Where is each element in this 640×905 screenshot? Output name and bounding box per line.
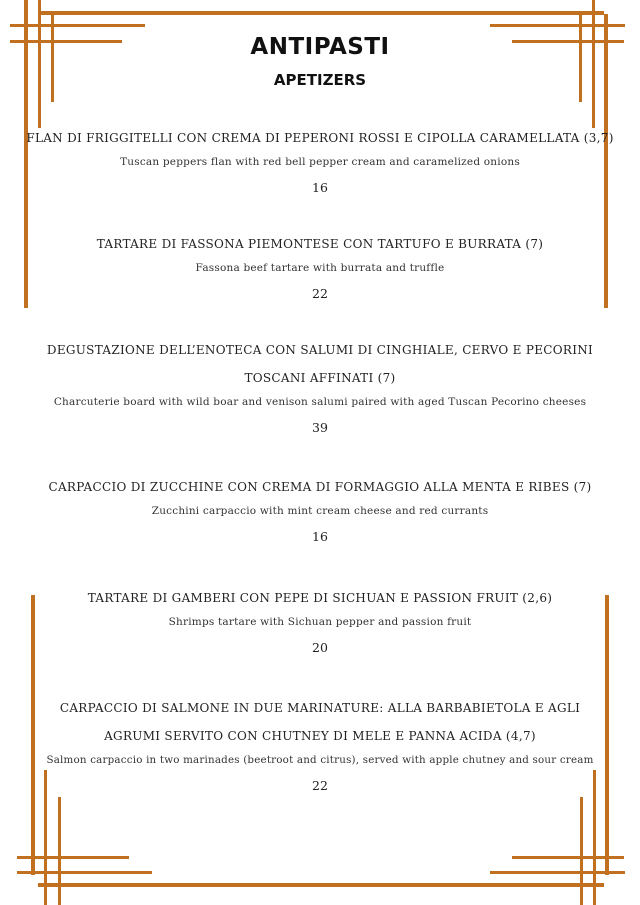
menu-item <box>20 230 620 304</box>
frame-bottom-right-bar-1 <box>512 856 624 859</box>
dish-name: CARPACCIO DI SALMONE IN DUE MARINATURE: ALLA BARBABIETOLA E AGLI AGRUMI SERVITO CON CHUTNEY DI MELE E PANNA ACIDA (4,7) <box>59 701 581 743</box>
frame-bottom-right-post-2 <box>580 797 583 905</box>
dish-price: 22 <box>312 286 328 301</box>
menu-title: ANTIPASTI <box>250 34 390 60</box>
frame-top-left-bar-1 <box>10 24 145 27</box>
menu-item <box>40 694 600 796</box>
dish-name: DEGUSTAZIONE DELL’ENOTECA CON SALUMI DI CINGHIALE, CERVO E PECORINI TOSCANI AFFINATI (7) <box>46 343 594 385</box>
dish-description: Shrimps tartare with Sichuan pepper and passion fruit <box>168 616 472 628</box>
frame-top-line <box>38 11 604 15</box>
dish-price: 22 <box>312 778 328 793</box>
frame-bottom-left-bar-1 <box>17 856 129 859</box>
dish-price: 39 <box>312 420 328 435</box>
frame-bottom-line <box>38 883 604 887</box>
frame-bottom-left-post-2 <box>58 797 61 905</box>
dish-description: Tuscan peppers flan with red bell pepper cream and caramelized onions <box>120 156 520 168</box>
dish-name: CARPACCIO DI ZUCCHINE CON CREMA DI FORMAGGIO ALLA MENTA E RIBES (7) <box>48 480 592 494</box>
menu-item <box>20 584 620 658</box>
dish-description: Salmon carpaccio in two marinades (beetroot and citrus), served with apple chutney and sour cream <box>46 754 594 766</box>
frame-bottom-left-bar-2 <box>17 871 152 874</box>
frame-top-left-post-1 <box>38 0 41 128</box>
dish-description: Fassona beef tartare with burrata and truffle <box>195 262 445 274</box>
menu-item <box>20 473 620 547</box>
dish-description: Zucchini carpaccio with mint cream cheese and red currants <box>151 505 489 517</box>
dish-description: Charcuterie board with wild boar and venison salumi paired with aged Tuscan Pecorino cheeses <box>53 396 587 408</box>
menu-item <box>20 124 620 198</box>
frame-top-right-post-1 <box>592 0 595 128</box>
dish-price: 16 <box>312 180 328 195</box>
dish-name: TARTARE DI FASSONA PIEMONTESE CON TARTUFO E BURRATA (7) <box>96 237 544 251</box>
dish-name: TARTARE DI GAMBERI CON PEPE DI SICHUAN E PASSION FRUIT (2,6) <box>87 591 553 605</box>
dish-price: 16 <box>312 529 328 544</box>
dish-price: 20 <box>312 640 328 655</box>
menu-item <box>30 336 610 438</box>
dish-name: FLAN DI FRIGGITELLI CON CREMA DI PEPERONI ROSSI E CIPOLLA CARAMELLATA (3,7) <box>26 131 614 145</box>
frame-bottom-right-bar-2 <box>490 871 625 874</box>
menu-subtitle: APETIZERS <box>273 71 367 89</box>
